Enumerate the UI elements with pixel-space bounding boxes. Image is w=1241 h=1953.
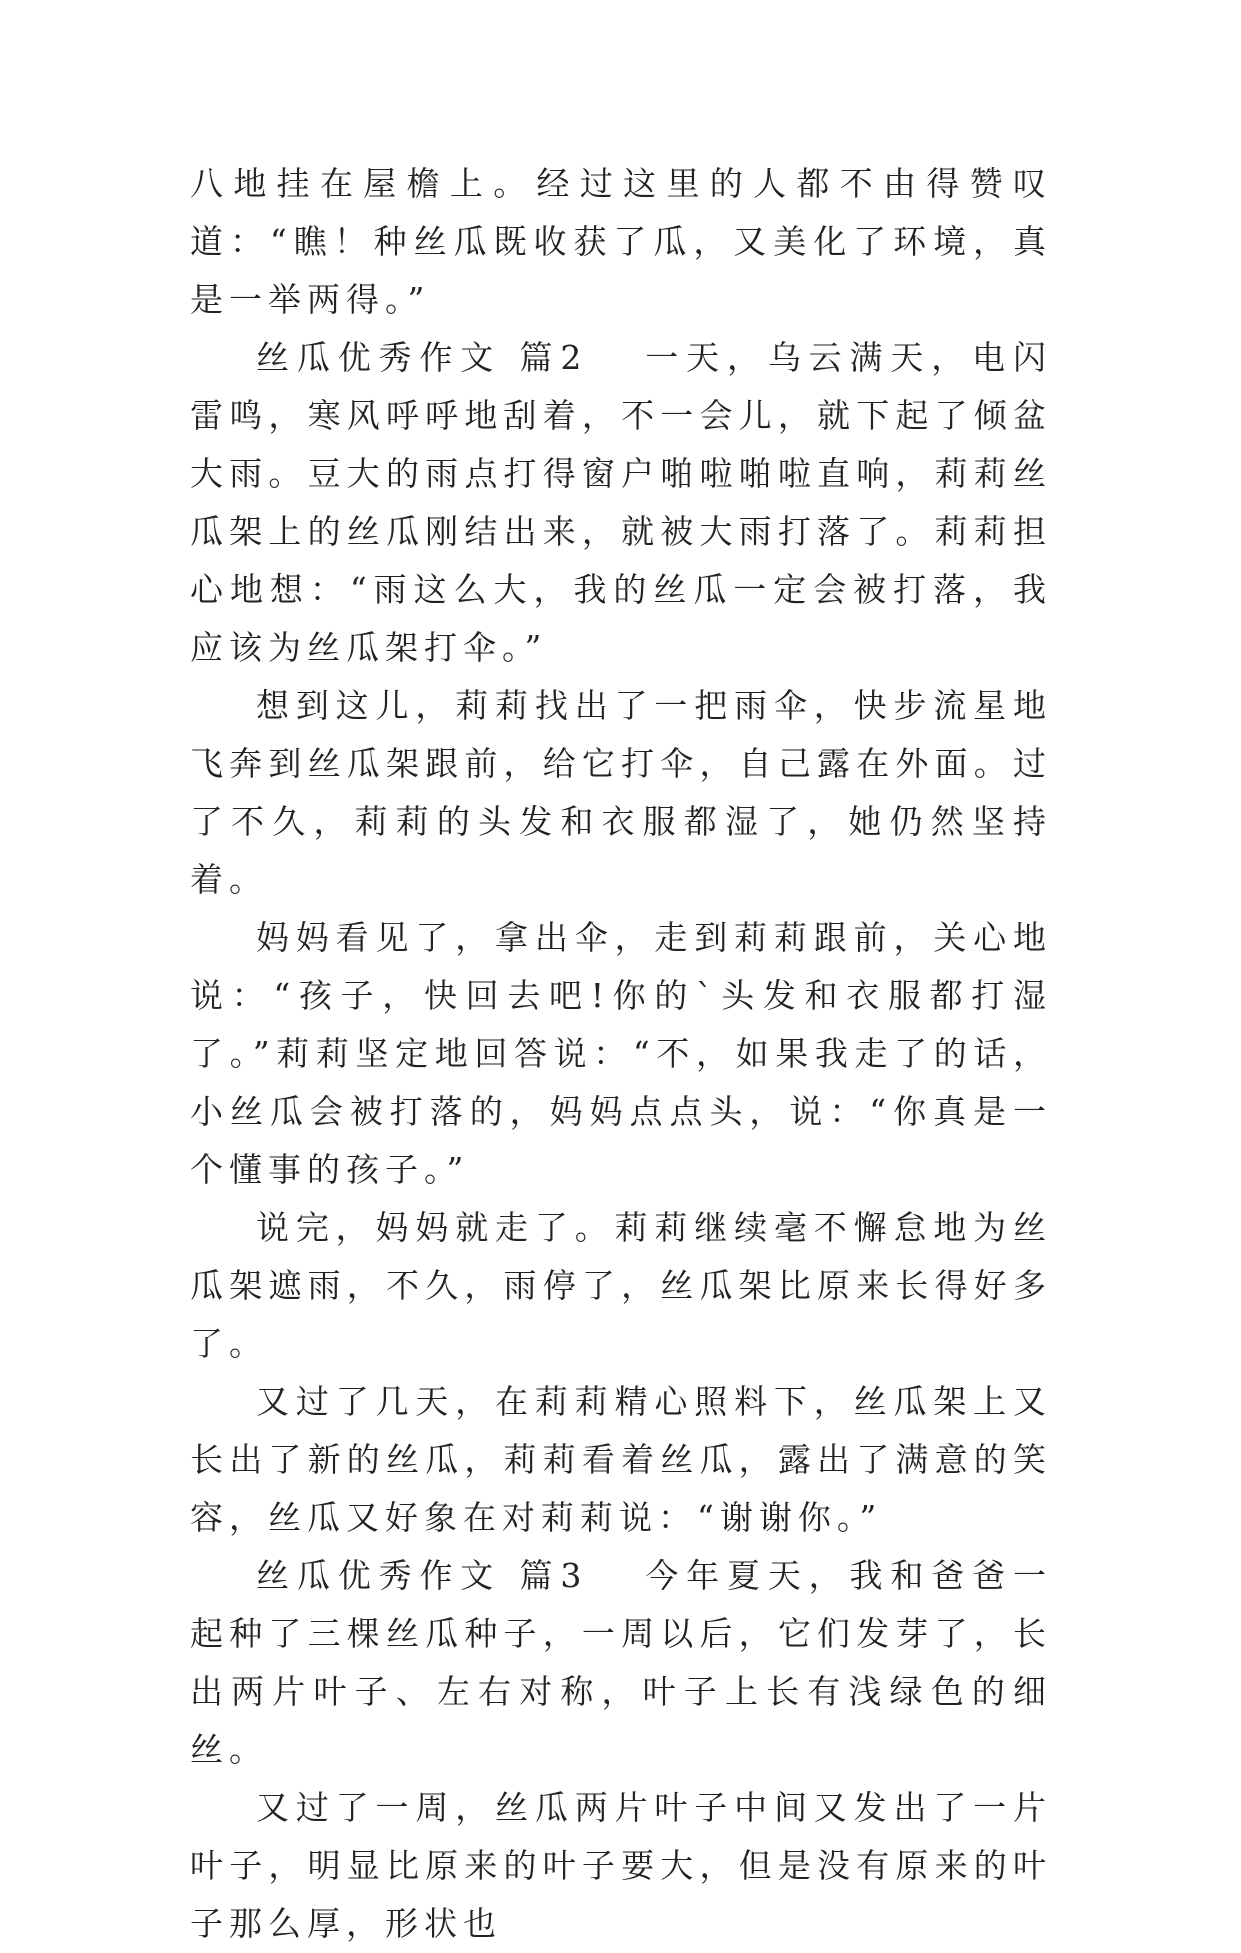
paragraph-7 — [190, 1547, 1052, 1779]
paragraph-4 — [190, 909, 1052, 1199]
paragraph-3 — [190, 677, 1052, 909]
paragraph-6 — [190, 1373, 1052, 1547]
section-heading-2: 丝瓜优秀作文 篇2 — [256, 338, 588, 377]
paragraph-text: 又过了一周，丝瓜两片叶子中间又发出了一片叶子，明显比原来的叶子要大，但是没有原来的叶子那么厚，形状也 — [190, 1788, 1052, 1943]
paragraph-5 — [190, 1199, 1052, 1373]
paragraph-text: 妈妈看见了，拿出伞，走到莉莉跟前，关心地说：“孩子，快回去吧!你的`头发和衣服都打湿了。”莉莉坚定地回答说：“不，如果我走了的话，小丝瓜会被打落的，妈妈点点头，说：“你真是一个懂事的孩子。” — [190, 918, 1052, 1189]
paragraph-1 — [190, 155, 1052, 329]
paragraph-text: 一天，乌云满天，电闪雷鸣，寒风呼呼地刮着，不一会儿，就下起了倾盆大雨。豆大的雨点打得窗户啪啦啪啦直响，莉莉丝瓜架上的丝瓜刚结出来，就被大雨打落了。莉莉担心地想：“雨这么大，我的丝瓜一定会被打落，我应该为丝瓜架打伞。” — [190, 338, 1052, 667]
paragraph-text: 今年夏天，我和爸爸一起种了三棵丝瓜种子，一周以后，它们发芽了，长出两片叶子、左右对称，叶子上长有浅绿色的细丝。 — [190, 1556, 1052, 1769]
paragraph-text: 说完，妈妈就走了。莉莉继续毫不懈怠地为丝瓜架遮雨，不久，雨停了，丝瓜架比原来长得好多了。 — [190, 1208, 1052, 1363]
paragraph-2 — [190, 329, 1052, 677]
paragraph-text: 又过了几天，在莉莉精心照料下，丝瓜架上又长出了新的丝瓜，莉莉看着丝瓜，露出了满意的笑容，丝瓜又好象在对莉莉说：“谢谢你。” — [190, 1382, 1052, 1537]
paragraph-text: 八地挂在屋檐上。经过这里的人都不由得赞叹道：“瞧！种丝瓜既收获了瓜，又美化了环境，真是一举两得。” — [190, 164, 1052, 319]
paragraph-8 — [190, 1779, 1052, 1953]
paragraph-text: 想到这儿，莉莉找出了一把雨伞，快步流星地飞奔到丝瓜架跟前，给它打伞，自己露在外面。过了不久，莉莉的头发和衣服都湿了，她仍然坚持着。 — [190, 686, 1052, 899]
essay-body — [190, 155, 1052, 1953]
section-heading-3: 丝瓜优秀作文 篇3 — [256, 1556, 588, 1595]
